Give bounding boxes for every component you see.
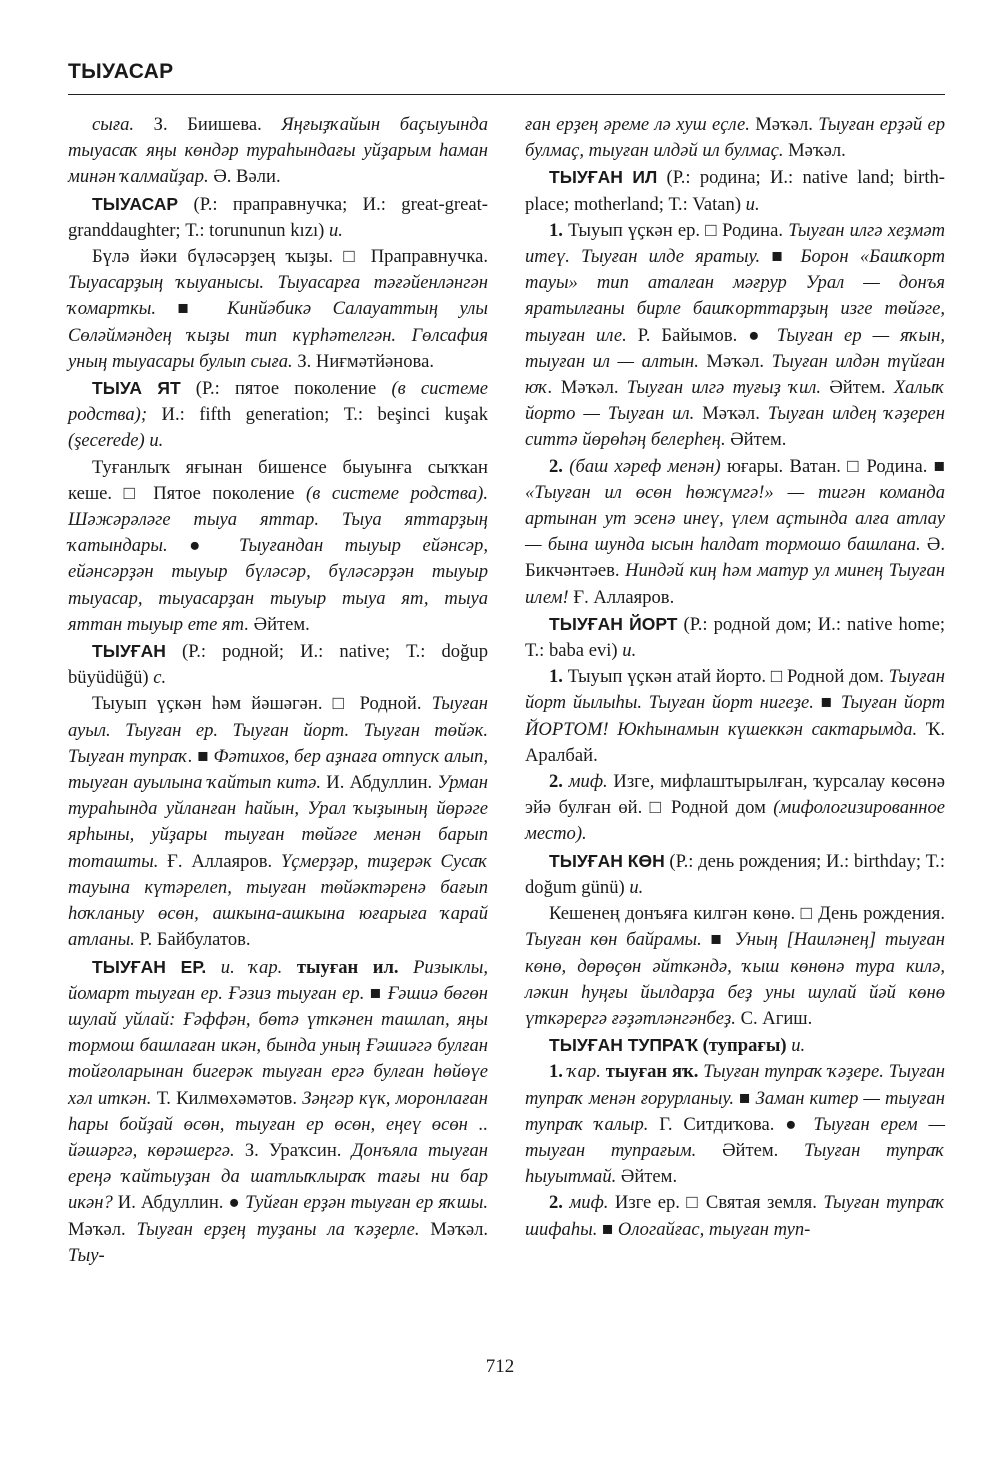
text-run: юғары. Ватан. □ Родина. ■	[720, 455, 945, 477]
text-run: (Р.: родной дом; И.: native home; Т.: baba evi)	[525, 613, 945, 662]
entry-paragraph	[525, 769, 945, 848]
italic-text: Уның [Наиләнең] тыуған көнө, дөрөҫөн әйткәндә, ҡыш көнөнә тура килә, ләкин һуңғы йылдарҙа беҙ уны шулай йәй көнө үткәрергә ғәҙәтләнгәнбеҙ.	[525, 929, 945, 1029]
page-number: 712	[485, 1356, 515, 1377]
text-run: Бүлә йәки бүләсәрҙең ҡыҙы. □ Праправнучка.	[92, 246, 488, 268]
text-run: ■	[364, 982, 388, 1004]
text-run: Ғ. Аллаяров.	[568, 586, 675, 608]
italic-text: Тыуған илдән түйған юҡ.	[525, 350, 945, 399]
headword: ТЫУАСАР	[92, 193, 179, 214]
italic-text: Зәңгәр күк, моронлаған һары бойҙай өсөн, тыуған ер өсөн, еңеү өсөн .. йәшәргә, көрәшергә.	[68, 1087, 488, 1161]
entry-paragraph	[68, 691, 488, 953]
entry-paragraph	[525, 901, 945, 1032]
text-run	[399, 957, 414, 978]
italic-text: Заман китер — тыуған тупраҡ ҡалыр.	[525, 1087, 945, 1135]
text-run: Ә. Бикчәнтәев.	[525, 534, 945, 582]
bold-text: 1.	[549, 1061, 563, 1083]
italic-text: Тыуған йорт йылыһы. Тыуған йорт нигеҙе.	[525, 666, 945, 714]
entry-headword-paragraph	[68, 375, 488, 455]
italic-text: Фәтихов, бер аҙнаға отпуск алып, тыуған ауылына ҡайтып китә.	[68, 745, 489, 794]
bold-text: 1.	[549, 666, 563, 688]
text-run: Тыуып үҫкән атай йорто. □ Родной дом.	[562, 666, 889, 688]
bold-text: тыуған яҡ.	[605, 1061, 699, 1083]
text-run: И.: fifth generation; Т.: beşinci kuşak	[147, 404, 488, 426]
text-run: Ғ. Аллаяров.	[158, 850, 281, 872]
entry-headword-paragraph	[68, 191, 488, 244]
text-run: Мәҡәл.	[694, 403, 768, 425]
headword: ТЫУА ЯТ	[92, 378, 181, 399]
right-column	[525, 112, 945, 1243]
text-run: ■	[155, 298, 228, 320]
italic-text: Ризыклы, йомарт тыуған ер. Ғәзиз тыуған ер.	[68, 956, 488, 1004]
italic-text: Яңғыҙҡайын баҫыуында тыуасаҡ яңы көндәр тураһындағы уйҙарым һаман минән ҡалмайҙар.	[68, 114, 488, 188]
italic-text: Ниндәй киң һәм матур ул минең Тыуған илем!	[525, 560, 945, 608]
text-run: Әйтем.	[249, 613, 310, 635]
text-run: Әйтем.	[616, 1166, 678, 1188]
entry-headword-paragraph	[68, 954, 488, 1269]
italic-text: Тыу-	[68, 1244, 105, 1266]
text-run: Ә. Вәли.	[208, 166, 281, 188]
italic-text: Туйған ерҙән тыуған ер яҡшы.	[245, 1192, 488, 1214]
text-run: Мәҡәл.	[419, 1218, 488, 1240]
italic-text: (şecerede) и.	[68, 430, 164, 452]
text-run: З. Биишева.	[134, 114, 282, 135]
bold-text: 2.	[549, 1192, 563, 1214]
text-run: (Р.: пятое поколение	[180, 378, 392, 400]
italic-text: Донъяла тыуған ереңә ҡайтыуҙан да шатлыҡлыраҡ тағы ни бар икән?	[68, 1139, 489, 1214]
italic-text: и.	[622, 640, 637, 662]
italic-text: Ғәшиә бөгөн шулай уйлай: Ғәффән, бөтә үткәнен ташлап, яңы тормош башлаған икән, бында уның Ғәшиәгә булған тойғоларынан бигерәк тыуған ергә булған һөйөүе хәл иткән.	[68, 982, 488, 1109]
text-run: Г. Ситдиҡова. ●	[648, 1113, 814, 1135]
italic-text: Тыуғандан тыуыр ейәнсәр, ейәнсәрҙән тыуыр бүләсәр, бүләсәрҙән тыуыр тыуасар, тыуасарҙан тыуыр тыуа ят, тыуа яттан тыуыр ете ят.	[68, 535, 488, 635]
text-run: Мәҡәл.	[68, 1218, 137, 1240]
italic-text: «Тыуған ил өсөн һөжүмгә!» — тигән команда артынан ут эсенә инеү, үлем аҫтында алға атлау — бына шунда ысын һалдат тормошо башлана.	[525, 481, 945, 556]
text-run: (Р.: родной; И.: native; Т.: doğup büyüdüğü)	[68, 641, 488, 689]
bold-text: 2.	[549, 771, 563, 793]
entry-headword-paragraph	[525, 1032, 945, 1059]
text-run: (Р.: день рождения; И.: birthday; Т.: doğum günü)	[525, 850, 945, 898]
text-run: С. Агиш.	[735, 1007, 813, 1029]
text-run: Мәҡәл.	[783, 140, 846, 162]
italic-text: Тыуған йорт ЙОРТОМ! Юкһынамын күшеккән сактарымда.	[525, 692, 946, 740]
entry-headword-paragraph	[525, 164, 945, 217]
italic-text: Тыуған көн байрамы.	[525, 929, 702, 951]
italic-text: Тыуған ер — яҡын, тыуған ил — алтын.	[525, 324, 946, 372]
text-run: Т. Килмөхәмәтов.	[151, 1087, 303, 1109]
italic-text: Кинйәбикә Салауаттың улы Сөләймәндең ҡыҙы тип күрһәтелгән. Гөлсафия уның тыуасары булып сыға.	[68, 298, 489, 372]
italic-text: и.	[791, 1035, 806, 1057]
italic-text: (в системе родства). Шәжәрәләге тыуа яттар. Тыуа яттарҙың ҡатындары.	[68, 482, 489, 557]
bold-text: (тупрағы)	[702, 1035, 787, 1057]
italic-text: Халыҡ йорто — Тыуған ил.	[525, 377, 945, 425]
text-run: И. Абдуллин.	[321, 772, 438, 794]
text-run: Изге, мифлаштырылған, ҡурсалау көсөнә эйә булған өй. □ Родной дом	[525, 771, 945, 819]
text-run: Кешенең донъяға килгән көнө. □ День рождения.	[549, 903, 945, 925]
headword: ТЫУҒАН ТУПРАҠ	[549, 1035, 699, 1056]
italic-text: Тыуған илгә туғыҙ ҡил.	[626, 377, 822, 399]
italic-text: ған ерҙең әреме лә хуш еҫле.	[525, 114, 750, 135]
text-run: Р. Байбулатов.	[134, 929, 251, 951]
bold-text: 1.	[549, 219, 563, 241]
text-run: ■	[701, 929, 735, 951]
italic-text: Үҫмерҙәр, тиҙерәк Сусаҡ тауына күтәрелеп, тыуған төйәктәренә бағып һоҡланыу өсөн, ашкына-ашкына юғарыға ҡарай атланы.	[68, 850, 488, 951]
entry-paragraph	[68, 455, 488, 638]
text-run: Тыуып үҫкән һәм йәшәгән. □ Родной.	[92, 693, 432, 715]
text-run: ●	[167, 535, 239, 557]
text-run: Мәҡәл.	[552, 377, 627, 399]
header-rule	[68, 94, 945, 95]
text-run: Әйтем.	[696, 1139, 805, 1161]
italic-text: Тыуған ерҙең туҙаны ла ҡәҙерле.	[136, 1218, 420, 1240]
headword: ТЫУҒАН КӨН	[549, 850, 665, 871]
text-run: З. Ураҡсин.	[234, 1139, 352, 1161]
italic-text: Борон «Башҡорт тауы» тип аталған мәғрур Урал — донъя яратылғаны бирле башҡорттарҙың изге төйәге, тыуған иле.	[525, 246, 945, 346]
italic-text: Тыуған илгә хеҙмәт итеү. Тыуған илде яратыу.	[525, 219, 946, 268]
italic-text: ҡар.	[567, 1061, 601, 1083]
italic-text: Тыуған ауыл. Тыуған ер. Тыуған йорт. Тыуған төйәк. Тыуған тупраҡ.	[68, 693, 488, 767]
text-run: Тыуып үҫкән ер. □ Родина.	[562, 219, 789, 241]
entry-paragraph	[68, 112, 488, 191]
italic-text: Тыуған тупраҡ һыуытмай.	[525, 1139, 945, 1188]
headword: ТЫУҒАН	[92, 641, 166, 662]
entry-paragraph	[525, 1190, 945, 1242]
italic-text: миф.	[568, 771, 608, 793]
italic-text: и. ҡар.	[220, 956, 283, 978]
bold-text: 2.	[549, 455, 563, 477]
entry-paragraph	[525, 664, 945, 769]
italic-text: (в системе родства);	[68, 378, 488, 426]
headword: ТЫУҒАН ИЛ	[549, 167, 658, 188]
entry-paragraph	[525, 454, 945, 611]
italic-text: (мифологизированное место).	[525, 797, 945, 845]
italic-text: сыға.	[92, 114, 135, 135]
italic-text: Тыуған тупраҡ шифаһы.	[525, 1192, 946, 1240]
italic-text: Урман тураһында уйланған һайын, Урал ҡыҙының йөрәге ярһыны, уйҙары тыуған төйәге менән барып тоташты.	[68, 772, 488, 872]
headword: ТЫУҒАН ЕР.	[92, 956, 207, 977]
entry-headword-paragraph	[525, 611, 945, 664]
text-run: (Р.: праправнучка; И.: great-great-granddaughter; Т.: torununun kızı)	[68, 193, 488, 241]
headword: ТЫУҒАН ЙОРТ	[549, 613, 678, 634]
entry-paragraph	[525, 1059, 945, 1190]
italic-text: и.	[745, 193, 760, 215]
left-column	[68, 112, 488, 1269]
text-run	[206, 957, 221, 978]
text-run: Туғанлыҡ яғынан бишенсе быуынға сыҡҡан кеше. □ Пятое поколение	[68, 456, 488, 504]
text-run: Ҡ. Аралбай.	[525, 718, 946, 766]
italic-text: и.	[629, 876, 644, 898]
text-run: Р. Байымов. ●	[626, 324, 777, 346]
text-run: Мәҡәл.	[749, 114, 819, 135]
text-run: Әйтем.	[725, 429, 787, 451]
text-run: Мәҡәл.	[698, 350, 772, 372]
italic-text: с.	[153, 667, 167, 689]
running-head: ТЫУАСАР	[68, 60, 174, 83]
italic-text: Тыуасарҙың ҡыуанысы. Тыуасарға тәғәйенләнгән ҡомарткы.	[68, 272, 488, 320]
text-run: ■	[734, 1087, 756, 1109]
italic-text: Тыуған ерем — тыуған тупрағым.	[525, 1113, 945, 1161]
entry-paragraph	[525, 218, 945, 454]
italic-text: и.	[328, 219, 343, 241]
italic-text: Тыуған ерҙәй ер булмаҫ, тыуған илдәй ил булмаҫ.	[525, 114, 945, 162]
text-run: З. Ниғмәтйәнова.	[292, 350, 434, 372]
bold-text: тыуған ил.	[296, 956, 399, 978]
text-run: ■	[597, 1218, 618, 1240]
text-run: ■	[760, 246, 801, 268]
italic-text: (баш хәреф менән)	[569, 455, 721, 477]
text-run: Изге ер. □ Святая земля.	[608, 1192, 824, 1214]
text-run: Әйтем.	[821, 377, 894, 399]
entry-headword-paragraph	[525, 848, 945, 901]
entry-headword-paragraph	[68, 638, 488, 691]
text-run: ■	[192, 745, 214, 767]
text-run: (Р.: родина; И.: native land; birth-place; motherland; Т.: Vatan)	[525, 167, 945, 215]
italic-text: Ологайғас, тыуған туп-	[617, 1218, 811, 1240]
text-run: ■	[813, 692, 841, 714]
text-run: И. Абдуллин. ●	[112, 1192, 246, 1214]
italic-text: миф.	[569, 1192, 609, 1214]
italic-text: Тыуған илдең ҡәҙерен ситтә йөрөһәң белерһең.	[525, 403, 945, 451]
entry-paragraph	[525, 112, 945, 164]
text-run	[282, 957, 297, 978]
italic-text: Тыуған тупраҡ ҡәҙере. Тыуған тупраҡ менән ғорурланыу.	[525, 1061, 945, 1109]
entry-paragraph	[68, 244, 488, 375]
